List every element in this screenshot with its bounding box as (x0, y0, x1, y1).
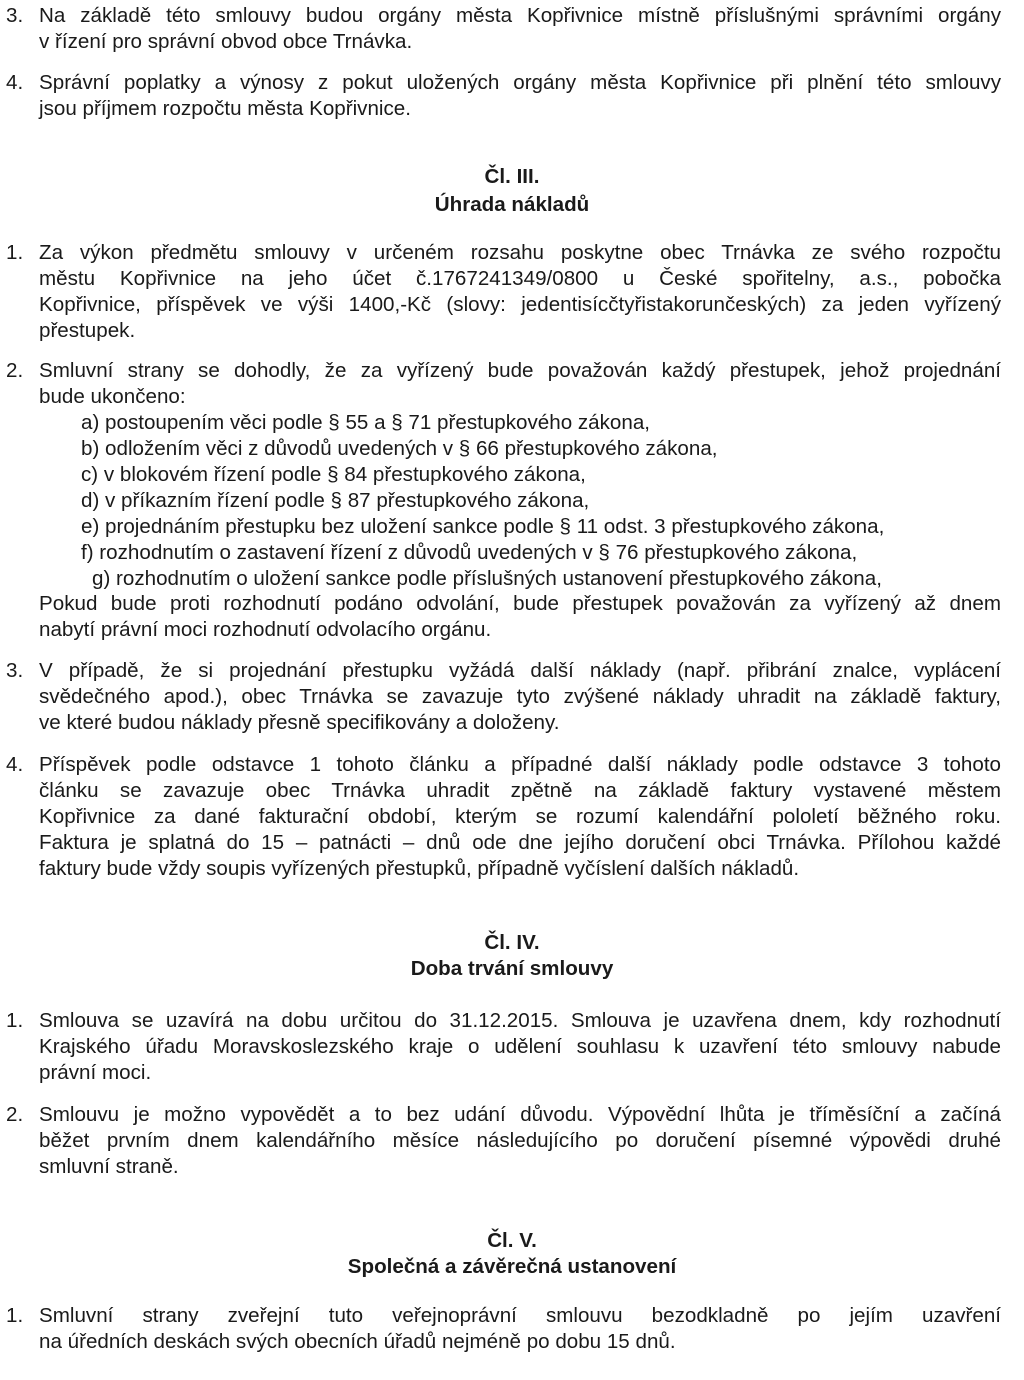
paragraph-line: městu Kopřivnice na jeho účet č.1767241349/0800 u České spořitelny, a.s., pobočka (39, 267, 1001, 290)
paragraph-line: ve které budou náklady přesně specifikovány a doloženy. (39, 711, 560, 734)
list-item-g: g) rozhodnutím o uložení sankce podle příslušných ustanovení přestupkového zákona, (92, 567, 882, 590)
paragraph-number: 1. (6, 241, 24, 264)
paragraph-line: Na základě této smlouvy budou orgány města Kopřivnice místně příslušnými správními orgány (39, 4, 1001, 27)
paragraph-line: Kopřivnice za dané fakturační období, kterým se rozumí kalendářní pololetí běžného roku. (39, 805, 1001, 828)
paragraph-line: V případě, že si projednání přestupku vyžádá další náklady (např. přibrání znalce, vyplácení (39, 659, 1001, 682)
paragraph-line: jsou příjmem rozpočtu města Kopřivnice. (39, 97, 411, 120)
article-4-title: Doba trvání smlouvy (410, 957, 614, 980)
paragraph-line: Správní poplatky a výnosy z pokut uložených orgány města Kopřivnice při plnění této smlouvy (39, 71, 1001, 94)
article-5-heading: Čl. V. (487, 1229, 537, 1252)
paragraph-line: Smluvní strany zveřejní tuto veřejnoprávní smlouvu bezodkladně po jejím uzavření (39, 1304, 1001, 1327)
paragraph-number: 2. (6, 359, 24, 382)
paragraph-line: běžet prvním dnem kalendářního měsíce následujícího po doručení písemné výpovědi druhé (39, 1129, 1001, 1152)
paragraph-line: Krajského úřadu Moravskoslezského kraje o udělení souhlasu k uzavření této smlouvy nabude (39, 1035, 1001, 1058)
article-5-title: Společná a závěrečná ustanovení (347, 1255, 677, 1278)
paragraph-number: 1. (6, 1304, 24, 1327)
list-item-b: b) odložením věci z důvodů uvedených v § 66 přestupkového zákona, (81, 437, 718, 460)
paragraph-line: přestupek. (39, 319, 136, 342)
paragraph-line: právní moci. (39, 1061, 152, 1084)
paragraph-number: 4. (6, 71, 24, 94)
list-item-a: a) postoupením věci podle § 55 a § 71 přestupkového zákona, (81, 411, 651, 434)
paragraph-line: Kopřivnice, příspěvek ve výši 1400,-Kč (slovy: jedentisícčtyřistakorunčeských) za jeden vyřízený (39, 293, 1001, 316)
paragraph-line: smluvní straně. (39, 1155, 179, 1178)
paragraph-line: v řízení pro správní obvod obce Trnávka. (39, 30, 413, 53)
list-item-e: e) projednáním přestupku bez uložení sankce podle § 11 odst. 3 přestupkového zákona, (81, 515, 885, 538)
paragraph-line: Smluvní strany se dohodly, že za vyřízený bude považován každý přestupek, jehož projednání (39, 359, 1001, 382)
paragraph-line: Za výkon předmětu smlouvy v určeném rozsahu poskytne obec Trnávka ze svého rozpočtu (39, 241, 1001, 264)
paragraph-number: 3. (6, 4, 24, 27)
paragraph-line: faktury bude vždy soupis vyřízených přestupků, případně vyčíslení dalších nákladů. (39, 857, 800, 880)
paragraph-number: 3. (6, 659, 24, 682)
article-3-title: Úhrada nákladů (434, 193, 590, 216)
paragraph-line: svědečného apod.), obec Trnávka se zavazuje tyto zvýšené náklady uhradit na základě faktury, (39, 685, 1001, 708)
paragraph-line: Smlouva se uzavírá na dobu určitou do 31.12.2015. Smlouva je uzavřena dnem, kdy rozhodnutí (39, 1009, 1001, 1032)
paragraph-line: článku se zavazuje obec Trnávka uhradit zpětně na základě faktury vystavené městem (39, 779, 1001, 802)
paragraph-number: 1. (6, 1009, 24, 1032)
list-item-f: f) rozhodnutím o zastavení řízení z důvodů uvedených v § 76 přestupkového zákona, (81, 541, 858, 564)
paragraph-line: Smlouvu je možno vypovědět a to bez udání důvodu. Výpovědní lhůta je tříměsíční a začíná (39, 1103, 1001, 1126)
paragraph-line: Příspěvek podle odstavce 1 tohoto článku a případné další náklady podle odstavce 3 tohoto (39, 753, 1001, 776)
paragraph-number: 4. (6, 753, 24, 776)
paragraph-line: nabytí právní moci rozhodnutí odvolacího orgánu. (39, 618, 492, 641)
paragraph-number: 2. (6, 1103, 24, 1126)
list-item-d: d) v příkazním řízení podle § 87 přestupkového zákona, (81, 489, 590, 512)
paragraph-line: bude ukončeno: (39, 385, 186, 408)
list-item-c: c) v blokovém řízení podle § 84 přestupkového zákona, (81, 463, 586, 486)
paragraph-line: Pokud bude proti rozhodnutí podáno odvolání, bude přestupek považován za vyřízený až dnem (39, 592, 1001, 615)
paragraph-line: na úředních deskách svých obecních úřadů nejméně po dobu 15 dnů. (39, 1330, 676, 1353)
paragraph-line: Faktura je splatná do 15 – patnácti – dnů ode dne jejího doručení obci Trnávka. Přílohou každé (39, 831, 1001, 854)
article-4-heading: Čl. IV. (484, 931, 540, 954)
article-3-heading: Čl. III. (484, 165, 540, 188)
